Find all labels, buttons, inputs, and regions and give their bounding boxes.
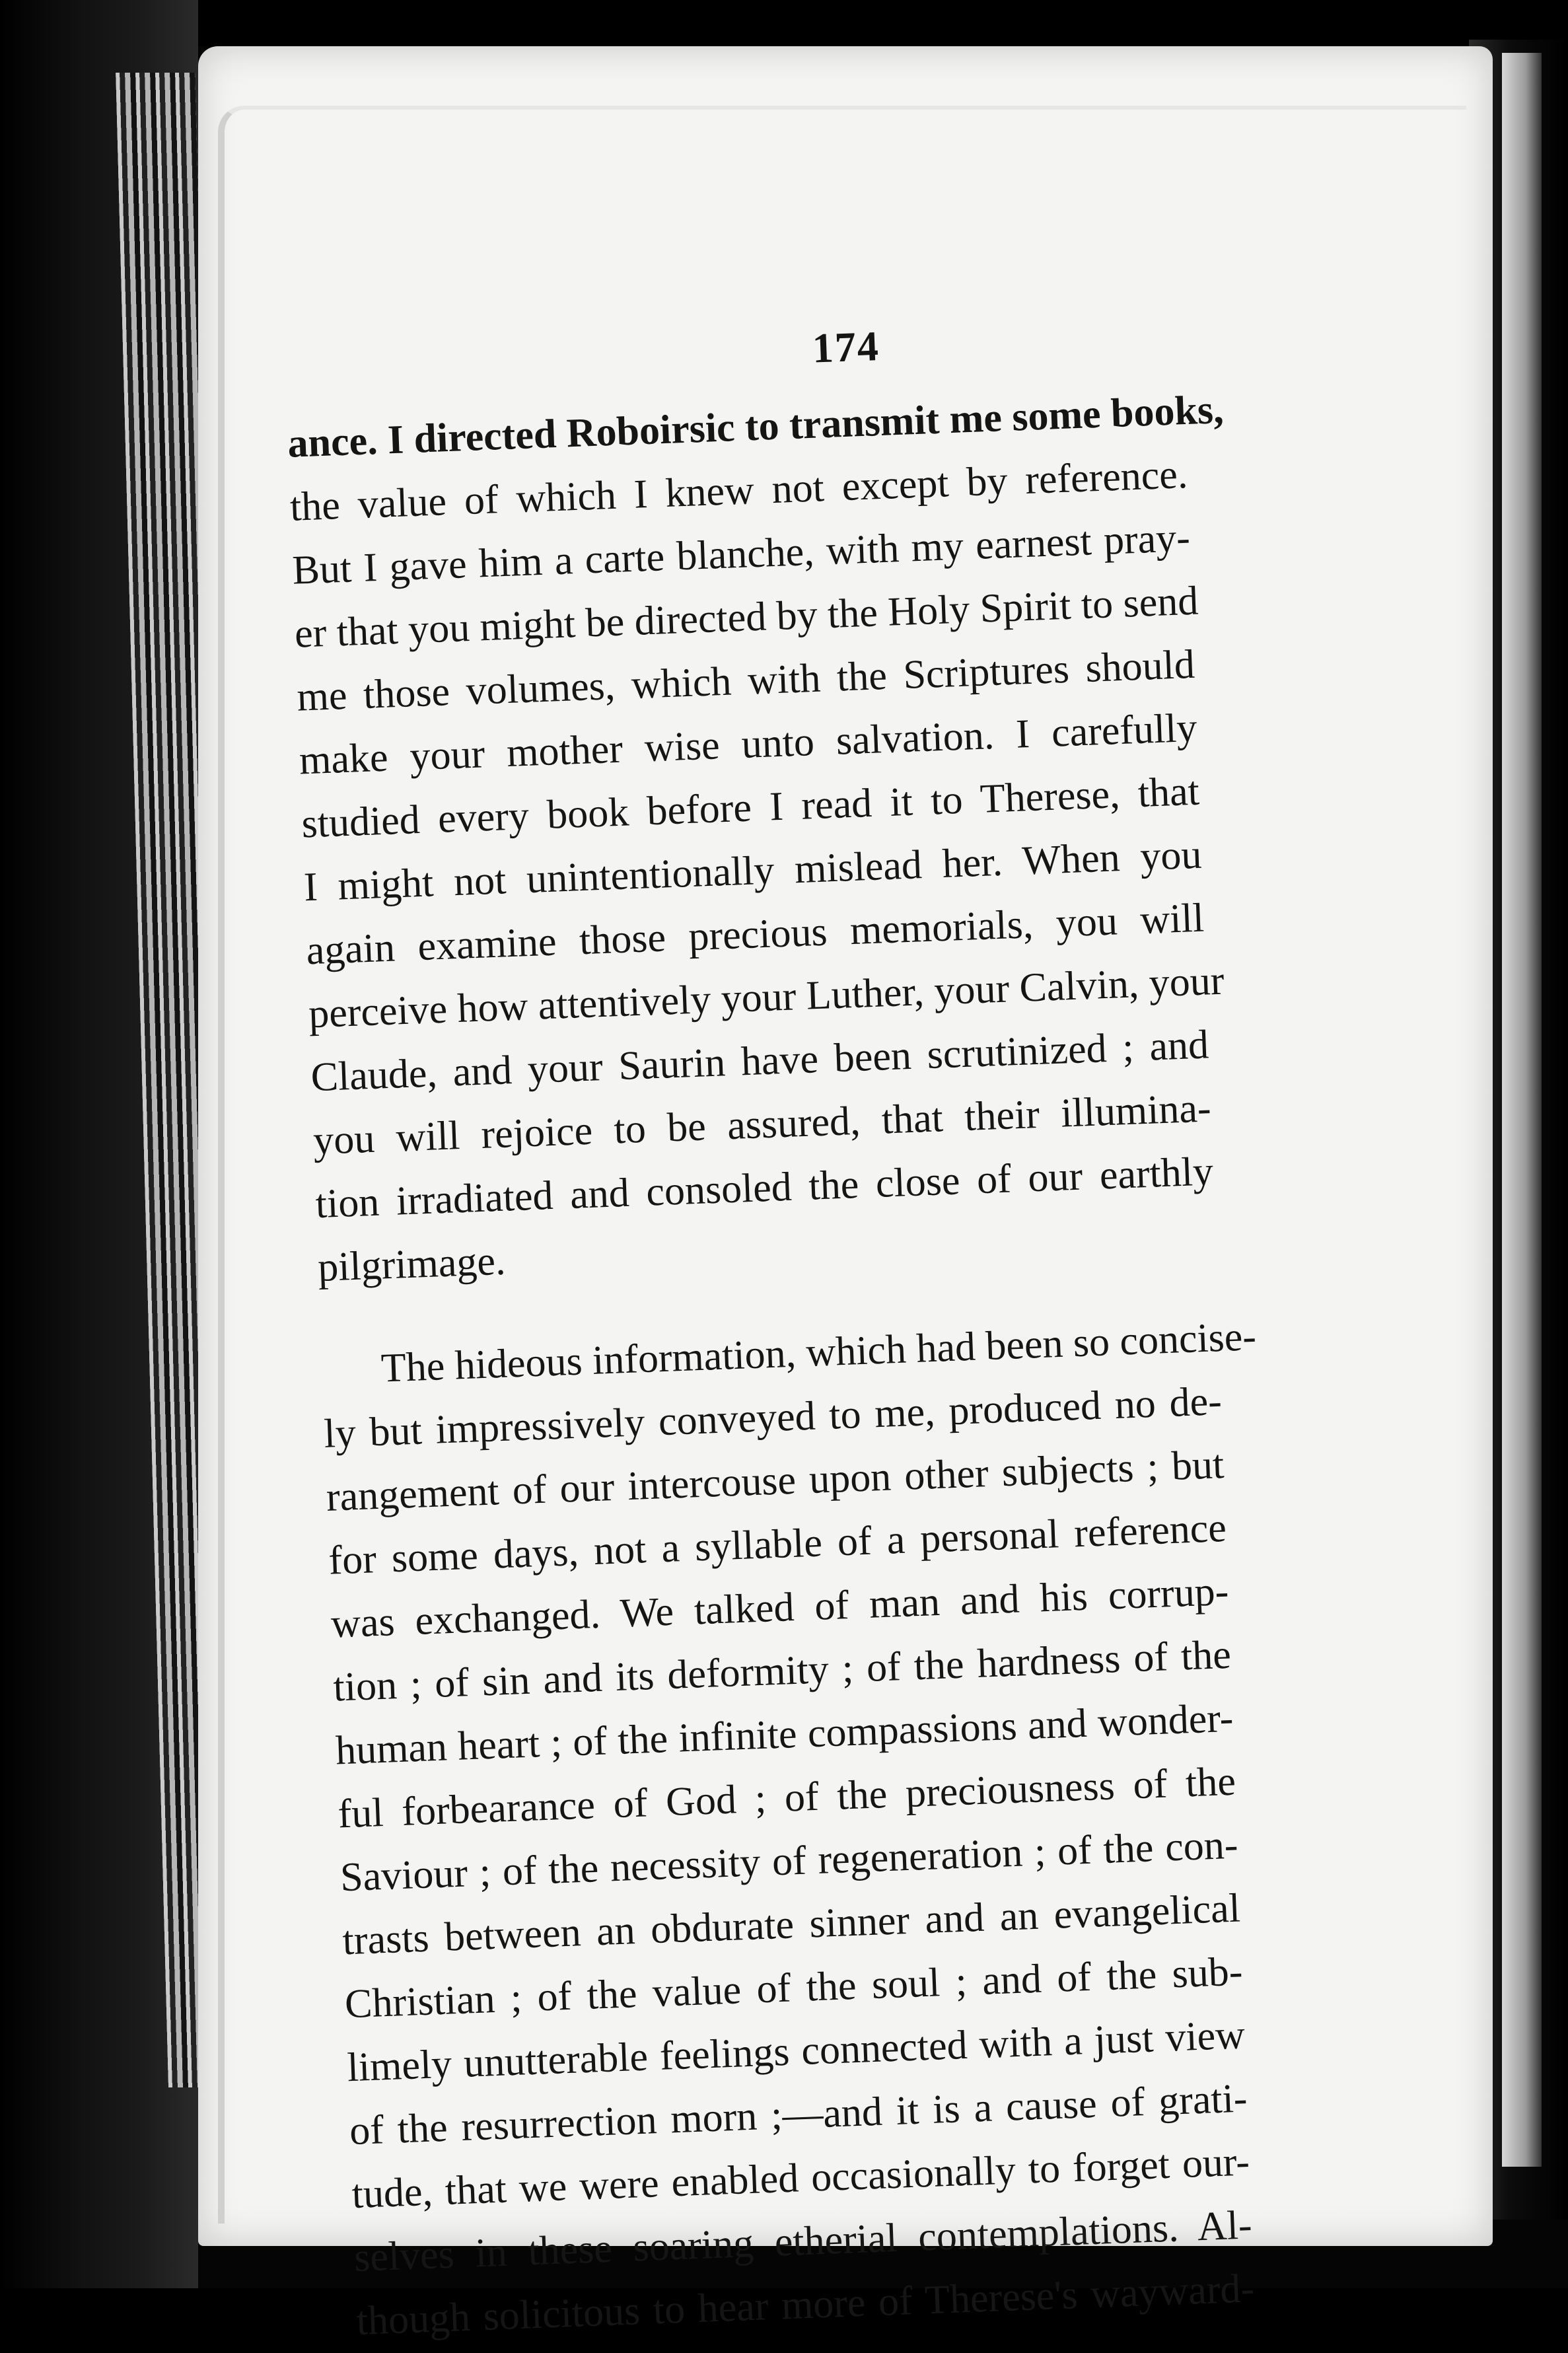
text-line: make your mother wise unto salvation. I carefully: [298, 705, 1198, 783]
text-line: for some days, not a syllable of a personal reference: [328, 1505, 1227, 1583]
text-line: again examine those precious memorials, you will: [305, 895, 1205, 974]
text-line: tude, that we were enabled occasionally to forget our-: [351, 2139, 1251, 2218]
text-line: studied every book before I read it to Therese, that: [301, 768, 1201, 847]
text-line: I might not unintentionally mislead her. When you: [303, 832, 1203, 910]
text-line: ful forbearance of God ; of the preciousness of the: [337, 1758, 1236, 1837]
text-line: the value of which I knew not except by reference.: [289, 452, 1189, 530]
text-line: But I gave him a carte blanche, with my earnest pray-: [291, 515, 1191, 593]
text-line: selves in these soaring etherial contemplations. Al-: [353, 2202, 1253, 2281]
paragraph-1: [287, 371, 1441, 1299]
text-line: Claude, and your Saurin have been scrutinized ; and: [310, 1022, 1210, 1101]
text-line: though solicitous to hear more of Therese's wayward-: [355, 2266, 1256, 2344]
text-line: trasts between an obdurate sinner and an evangelical: [341, 1885, 1242, 1964]
page-text: [284, 303, 1479, 2353]
right-page-strip: [1502, 53, 1542, 2167]
page-number: 174: [811, 322, 881, 372]
top-dark-border: [0, 0, 1568, 46]
text-line: limely unutterable feelings connected with a just view: [346, 2012, 1246, 2091]
text-line: Saviour ; of the necessity of regeneration ; of the con-: [339, 1822, 1239, 1900]
text-line: ance. I directed Roboirsic to transmit me some books,: [287, 386, 1225, 466]
text-line: pilgrimage.: [317, 1238, 507, 1291]
text-line: me those volumes, which with the Scriptures should: [296, 641, 1195, 720]
text-line: you will rejoice to be assured, that their illumina-: [312, 1085, 1212, 1164]
text-line: was exchanged. We talked of man and his corrup-: [330, 1568, 1230, 1647]
text-line: The hideous information, which had been so concise-: [380, 1314, 1258, 1391]
text-line: human heart ; of the infinite compassions and wonder-: [334, 1695, 1234, 1774]
text-line: tion irradiated and consoled the close of our earthly: [314, 1149, 1215, 1227]
text-line: perceive how attentively your Luther, your Calvin, your: [307, 958, 1225, 1037]
paragraph-2: [320, 1298, 1479, 2353]
text-line: tion ; of sin and its deformity ; of the hardness of the: [332, 1632, 1232, 1710]
text-line: rangement of our intercouse upon other subjects ; but: [325, 1442, 1225, 1520]
text-line: of the resurrection morn ;—and it is a cause of grati-: [348, 2076, 1248, 2154]
text-line: Christian ; of the value of the soul ; and of the sub-: [343, 1949, 1244, 2027]
text-line: er that you might be directed by the Holy Spirit to send: [293, 578, 1199, 657]
text-line: ly but impressively conveyed to me, produced no de-: [323, 1379, 1223, 1457]
